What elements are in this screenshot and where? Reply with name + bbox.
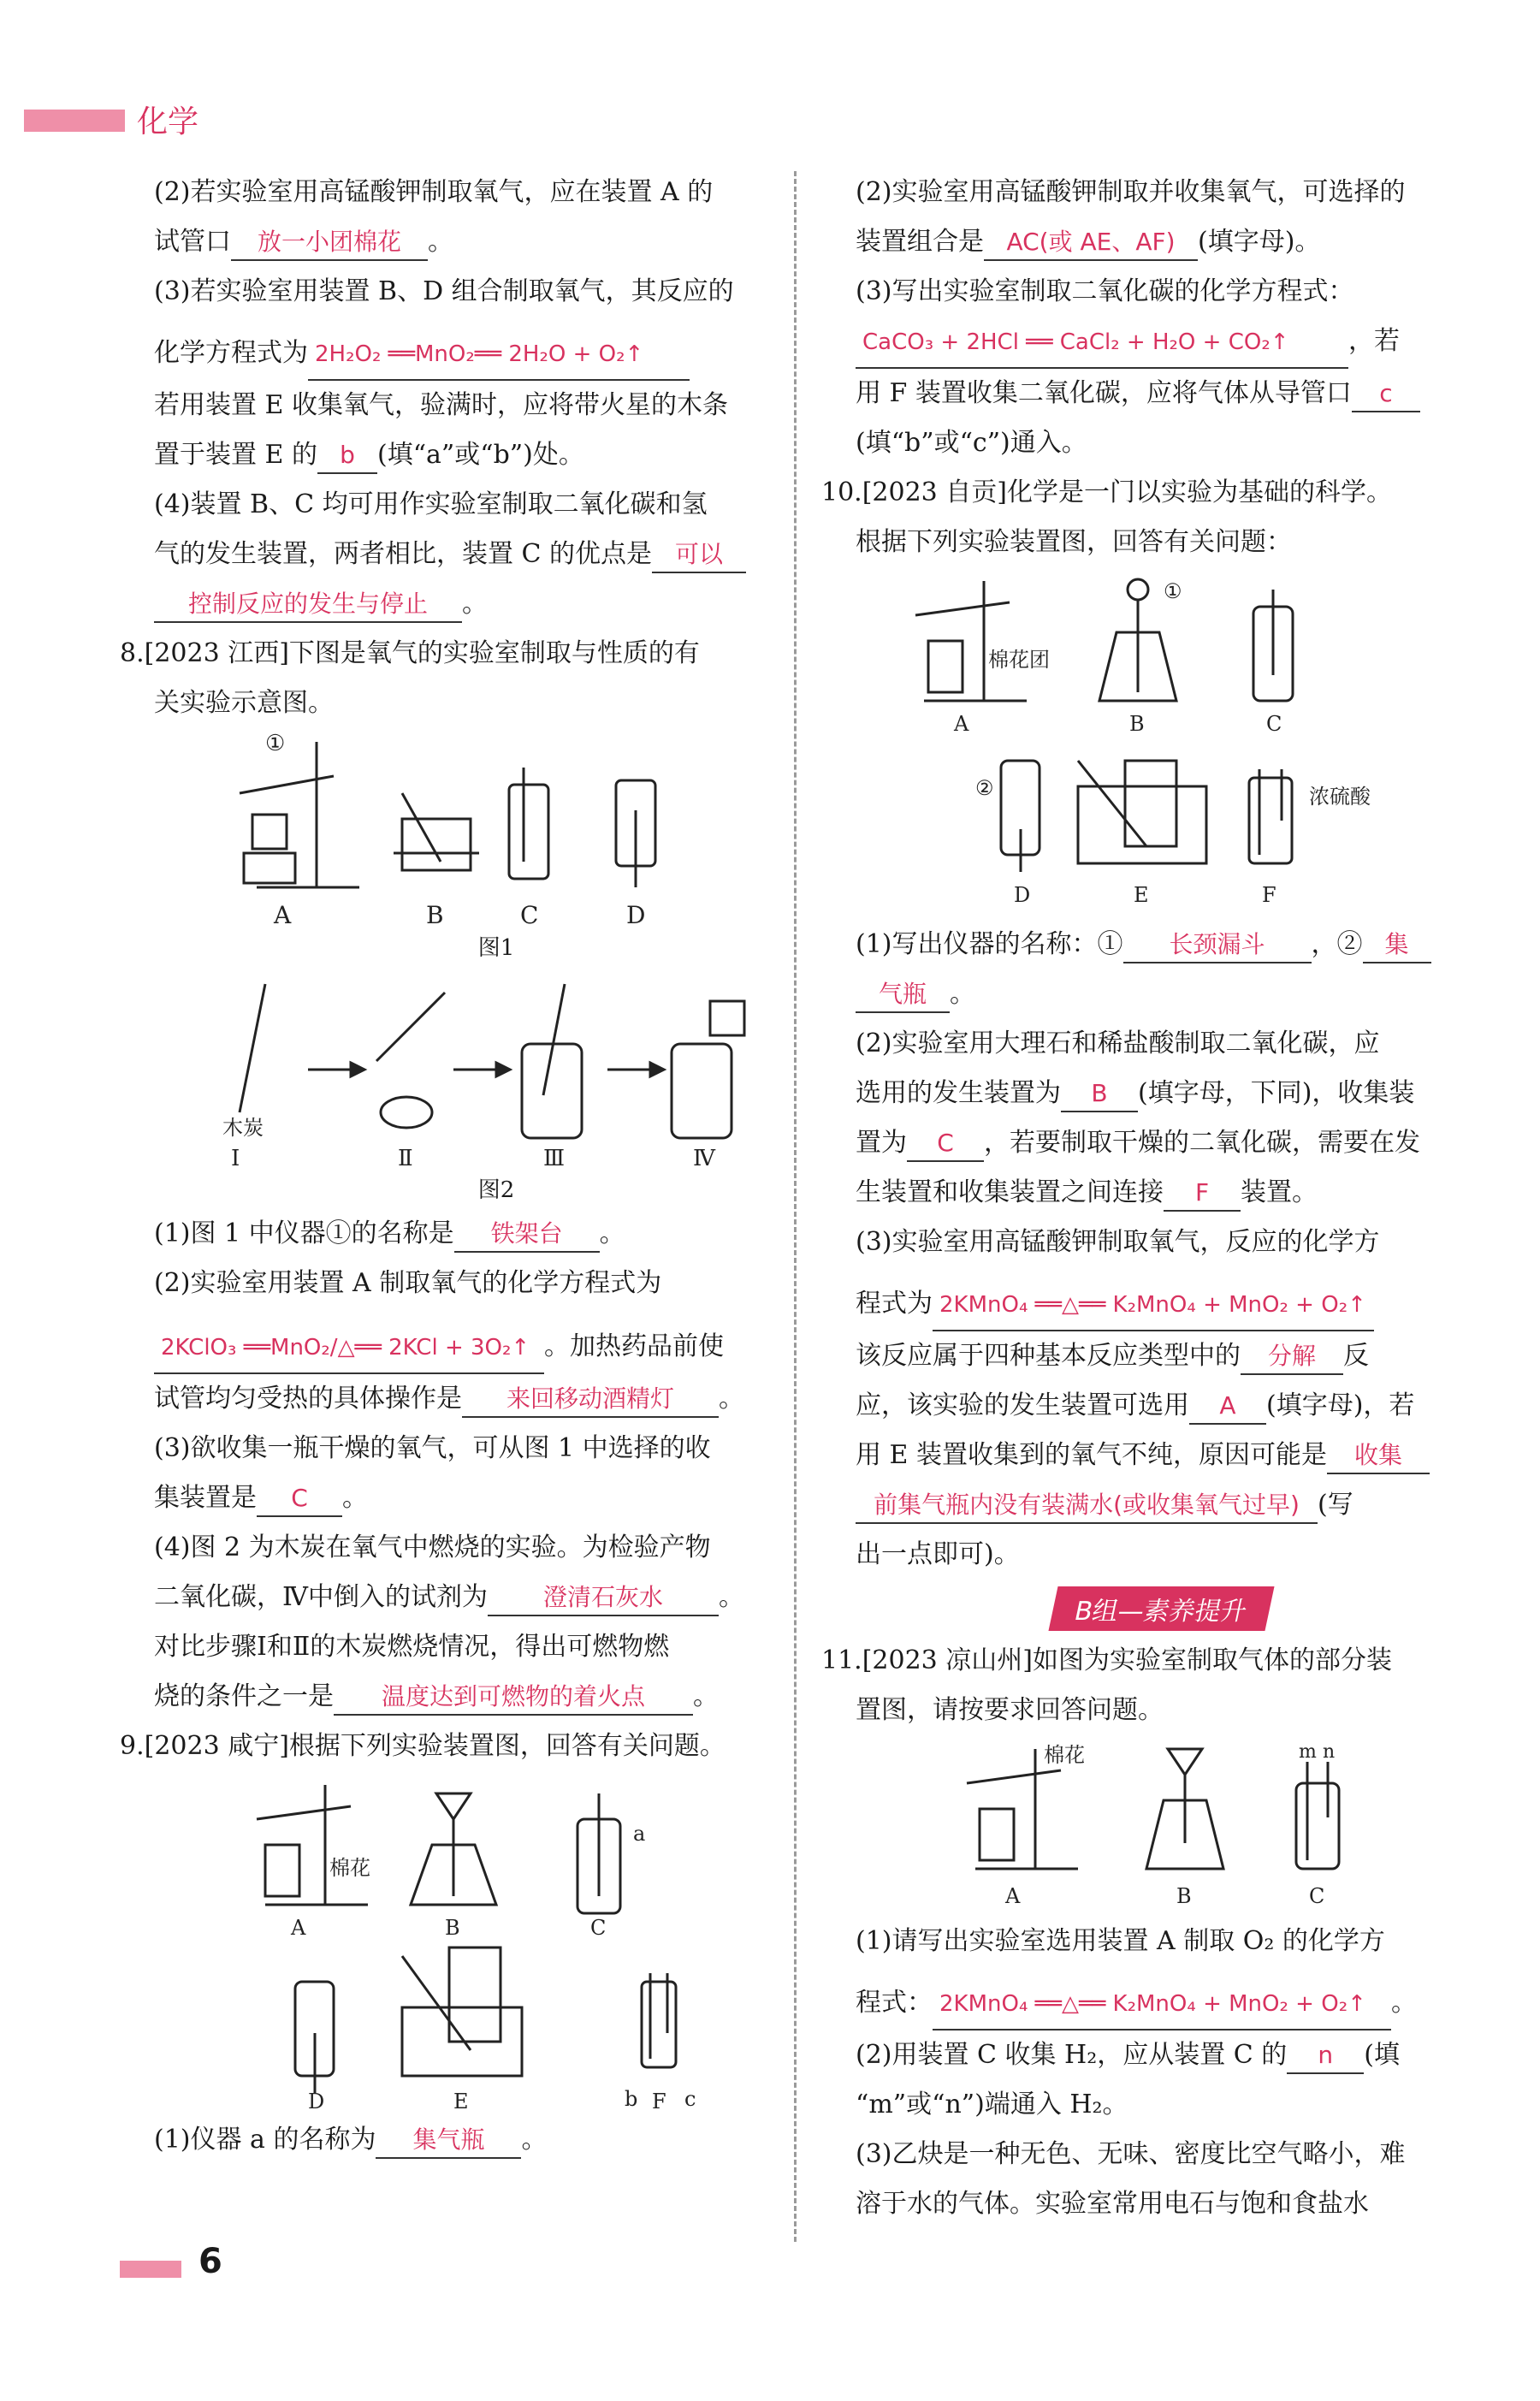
fig4-acid-label: 浓硫酸 (1309, 785, 1371, 809)
fig3-b-label: b (625, 2087, 638, 2110)
fig3-a-label: a (633, 1822, 646, 1846)
header-accent-bar (24, 110, 125, 132)
figure-1-caption: 图1 (477, 935, 515, 961)
answer-blank: 温度达到可燃物的着火点 (334, 1680, 693, 1716)
apparatus-diagram-1 (205, 733, 736, 930)
figure-5 (856, 1740, 1467, 1912)
q11-3-line1: (3)乙炔是一种无色、无味、密度比空气略小，难 (856, 2139, 1406, 2169)
q8-line1: 8.[2023 江西]下图是氧气的实验室制取与性质的有 (120, 638, 700, 668)
q10-3-line5: 用 E 装置收集到的氧气不纯，原因可能是 收集 (856, 1431, 1467, 1480)
fig3-c-label: c (684, 2087, 696, 2110)
q10-2-line1: (2)实验室用大理石和稀盐酸制取二氧化碳，应 (856, 1029, 1380, 1058)
q8-3-line1: (3)欲收集一瓶干燥的氧气，可从图 1 中选择的收 (154, 1433, 711, 1463)
fig4-marker-1: ① (1164, 579, 1182, 603)
q11-2-line2: “m”或“n”)端通入 H₂。 (856, 2090, 1128, 2119)
fig1-label-a: A (274, 901, 292, 929)
q8-1-line: (1)图 1 中仪器①的名称是 铁架台 。 (154, 1209, 838, 1259)
q9-1-line: (1)仪器 a 的名称为 集气瓶 。 (154, 2115, 838, 2165)
answer-blank: 前集气瓶内没有装满水(或收集氧气过早) (856, 1488, 1318, 1524)
answer-blank: c (1352, 376, 1420, 412)
q10-3-line2: 程式为 2KMnO₄ ══△══ K₂MnO₄ + MnO₂ + O₂↑ (856, 1279, 1467, 1331)
fig4-label-f: F (1262, 883, 1276, 907)
q9-3-line2: CaCO₃ + 2HCl ══ CaCl₂ + H₂O + CO₂↑ ，若 (856, 317, 1467, 369)
answer-blank: 分解 (1241, 1339, 1343, 1375)
subject-title: 化学 (137, 104, 199, 139)
right-column (821, 168, 1467, 2229)
equation-answer: 2KClO₃ ══MnO₂/△══ 2KCl + 3O₂↑ (154, 1323, 544, 1374)
q9-3-line1: (3)写出实验室制取二氧化碳的化学方程式： (856, 276, 1354, 306)
answer-blank: 集 (1363, 928, 1431, 963)
equation-answer: 2H₂O₂ ══MnO₂══ 2H₂O + O₂↑ (308, 329, 690, 381)
q7-3-line3: 若用装置 E 收集氧气，验满时，应将带火星的木条 (154, 390, 728, 420)
q7-4-line3: 控制反应的发生与停止 。 (154, 579, 838, 629)
fig5-n-label: n (1323, 1741, 1336, 1763)
fig2-charcoal-label: 木炭 (222, 1116, 264, 1140)
q10-3-line6: 前集气瓶内没有装满水(或收集氧气过早) (写 (856, 1480, 1467, 1530)
q9-2-line2: 装置组合是 AC(或 AE、AF) (填字母)。 (856, 217, 1467, 267)
answer-blank: F (1164, 1176, 1241, 1212)
figure-2-caption: 图2 (477, 1177, 515, 1203)
q11-2-line1: (2)用装置 C 收集 H₂，应从装置 C 的 n (填 (856, 2030, 1467, 2080)
apparatus-diagram-4 (907, 572, 1420, 915)
fig3-label-f: F (652, 2090, 666, 2110)
q9-3-line4: (填“b”或“c”)通入。 (856, 428, 1087, 458)
answer-blank: 长颈漏斗 (1123, 928, 1312, 963)
figure-4 (856, 572, 1467, 915)
q10-3-line3: 该反应属于四种基本反应类型中的 分解 反 (856, 1331, 1467, 1381)
fig2-label-1: Ⅰ (231, 1146, 240, 1171)
fig3-cotton-label: 棉花 (329, 1856, 370, 1880)
fig4-label-c: C (1266, 712, 1282, 736)
q8-3-line2: 集装置是 C 。 (154, 1473, 838, 1523)
fig5-label-c: C (1309, 1884, 1325, 1908)
answer-blank: B (1061, 1076, 1138, 1112)
section-badge-wrap (856, 1586, 1467, 1631)
q10-2-line3: 置为 C ，若要制取干燥的二氧化碳，需要在发 (856, 1118, 1467, 1168)
q10-1-line2: 气瓶 。 (856, 969, 1467, 1019)
fig2-label-2: Ⅱ (398, 1146, 413, 1171)
answer-blank: AC(或 AE、AF) (984, 225, 1198, 261)
answer-blank: 放一小团棉花 (231, 225, 428, 261)
q10-2-line2: 选用的发生装置为 B (填字母，下同)，收集装 (856, 1069, 1467, 1118)
answer-blank: n (1287, 2038, 1364, 2074)
fig1-label-c: C (520, 901, 539, 929)
apparatus-diagram-5 (958, 1740, 1386, 1912)
q11-1-line2: 程式： 2KMnO₄ ══△══ K₂MnO₄ + MnO₂ + O₂↑ 。 (856, 1978, 1467, 2030)
q9-3-line3: 用 F 装置收集二氧化碳，应将气体从导管口 c (856, 369, 1467, 418)
q7-2-line1: (2)若实验室用高锰酸钾制取氧气，应在装置 A 的 (154, 177, 714, 207)
q9-2-line1: (2)实验室用高锰酸钾制取并收集氧气，可选择的 (856, 177, 1406, 207)
answer-blank: 铁架台 (454, 1217, 600, 1253)
fig5-m-label: m (1299, 1741, 1317, 1763)
q8-2-line2: 2KClO₃ ══MnO₂/△══ 2KCl + 3O₂↑ 。加热药品前使 (154, 1322, 838, 1374)
fig3-label-c: C (590, 1916, 607, 1940)
q8-4-line4: 烧的条件之一是 温度达到可燃物的着火点 。 (154, 1672, 838, 1722)
q11-line2: 置图，请按要求回答问题。 (856, 1695, 1164, 1725)
figure-2 (154, 967, 838, 1204)
q8-2-line3: 试管均匀受热的具体操作是 来回移动酒精灯 。 (154, 1374, 838, 1424)
q8-4-line1: (4)图 2 为木炭在氧气中燃烧的实验。为检验产物 (154, 1532, 711, 1562)
apparatus-diagram-2 (205, 967, 770, 1172)
fig4-label-d: D (1014, 883, 1031, 907)
q7-2-line2: 试管口 放一小团棉花 。 (154, 217, 838, 267)
apparatus-diagram-3 (231, 1776, 761, 2110)
q10-2-line4: 生装置和收集装置之间连接 F 装置。 (856, 1168, 1467, 1218)
equation-answer: 2KMnO₄ ══△══ K₂MnO₄ + MnO₂ + O₂↑ (933, 1979, 1391, 2030)
figure-3 (154, 1776, 838, 2110)
q8-4-line2: 二氧化碳，Ⅳ中倒入的试剂为 澄清石灰水 。 (154, 1573, 838, 1622)
answer-blank: 收集 (1327, 1438, 1430, 1474)
fig2-label-4: Ⅳ (693, 1146, 715, 1171)
answer-blank: 来回移动酒精灯 (462, 1382, 719, 1418)
answer-blank: b (317, 438, 377, 474)
q11-3-line2: 溶于水的气体。实验室常用电石与饱和食盐水 (856, 2189, 1369, 2219)
q8-line2: 关实验示意图。 (154, 688, 334, 718)
answer-blank: C (907, 1126, 984, 1162)
answer-blank: 集气瓶 (376, 2123, 521, 2159)
fig4-label-e: E (1134, 883, 1149, 907)
fig4-label-b: B (1129, 712, 1145, 736)
fig4-marker-2: ② (975, 776, 994, 800)
answer-blank: C (257, 1481, 342, 1517)
q7-3-line2: 化学方程式为 2H₂O₂ ══MnO₂══ 2H₂O + O₂↑ (154, 329, 838, 381)
figure-1 (154, 733, 838, 962)
q10-line1: 10.[2023 自贡]化学是一门以实验为基础的科学。 (821, 477, 1393, 507)
equation-answer: 2KMnO₄ ══△══ K₂MnO₄ + MnO₂ + O₂↑ (933, 1280, 1374, 1331)
fig5-label-a: A (1005, 1884, 1021, 1908)
answer-blank: 控制反应的发生与停止 (154, 587, 462, 623)
q9-line1: 9.[2023 咸宁]根据下列实验装置图，回答有关问题。 (120, 1731, 726, 1761)
q7-4-line2: 气的发生装置，两者相比，装置 C 的优点是 可以 (154, 530, 838, 579)
q10-3-line4: 应，该实验的发生装置可选用 A (填字母)，若 (856, 1381, 1467, 1431)
q7-4-line1: (4)装置 B、C 均可用作实验室制取二氧化碳和氢 (154, 489, 708, 519)
q11-line1: 11.[2023 凉山州]如图为实验室制取气体的部分装 (821, 1645, 1393, 1675)
section-badge: B组—素养提升 (1049, 1586, 1275, 1631)
answer-blank: A (1189, 1389, 1266, 1425)
fig1-label-b: B (426, 901, 444, 929)
q10-3-line1: (3)实验室用高锰酸钾制取氧气，反应的化学方 (856, 1227, 1380, 1257)
q8-2-line1: (2)实验室用装置 A 制取氧气的化学方程式为 (154, 1268, 662, 1298)
fig4-cotton-label: 棉花团 (988, 648, 1050, 672)
q8-4-line3: 对比步骤Ⅰ和Ⅱ的木炭燃烧情况，得出可燃物燃 (154, 1632, 670, 1662)
fig4-label-a: A (954, 712, 969, 736)
fig1-marker: ① (265, 733, 286, 756)
q10-3-line7: 出一点即可)。 (856, 1539, 1020, 1569)
q7-3-line1: (3)若实验室用装置 B、D 组合制取氧气，其反应的 (154, 276, 734, 306)
left-column (120, 168, 838, 2165)
fig2-label-3: Ⅲ (543, 1146, 566, 1171)
answer-blank: 澄清石灰水 (488, 1580, 719, 1616)
answer-blank: 气瓶 (856, 977, 950, 1013)
fig5-cotton-label: 棉花 (1044, 1743, 1085, 1767)
q11-1-line1: (1)请写出实验室选用装置 A 制取 O₂ 的化学方 (856, 1926, 1385, 1956)
fig5-label-b: B (1176, 1884, 1192, 1908)
fig3-label-b: B (445, 1916, 460, 1940)
answer-blank: 可以 (652, 537, 746, 573)
equation-answer: CaCO₃ + 2HCl ══ CaCl₂ + H₂O + CO₂↑ (856, 317, 1348, 369)
q10-line2: 根据下列实验装置图，回答有关问题： (856, 527, 1292, 557)
fig3-label-e: E (453, 2090, 469, 2110)
page-number: 6 (198, 2242, 222, 2281)
q10-1-line1: (1)写出仪器的名称：① 长颈漏斗 ，② 集 (856, 920, 1467, 969)
page-number-accent (120, 2261, 181, 2278)
q7-3-line4: 置于装置 E 的 b (填“a”或“b”)处。 (154, 430, 838, 480)
fig3-label-d: D (308, 2090, 325, 2110)
fig3-label-a: A (291, 1916, 306, 1940)
fig1-label-d: D (626, 901, 646, 929)
